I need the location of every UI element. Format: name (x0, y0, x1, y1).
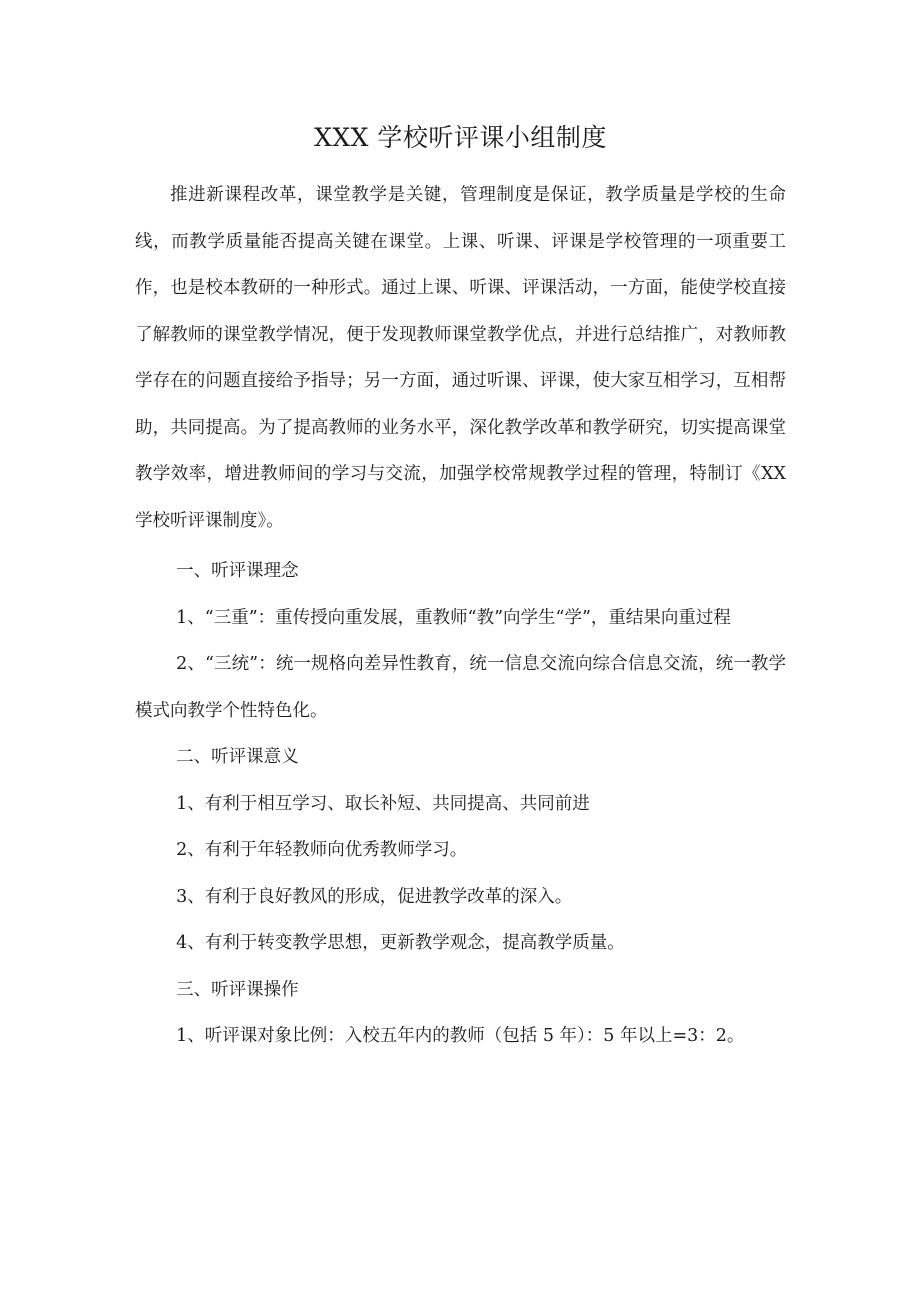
section-3-item-1: 1、听评课对象比例：入校五年内的教师（包括 5 年）：5 年以上=3：2。 (176, 1026, 745, 1046)
section-2-item-3: 3、有利于良好教风的形成，促进教学改革的深入。 (176, 886, 573, 907)
section-2-item-2: 2、有利于年轻教师向优秀教师学习。 (176, 840, 468, 860)
section-2-item-1: 1、有利于相互学习、取长补短、共同提高、共同前进 (176, 793, 590, 814)
section-3-heading: 三、听评课操作 (176, 979, 299, 1000)
section-1-heading: 一、听评课理念 (176, 561, 299, 581)
section-2-item-4: 4、有利于转变教学思想，更新教学观念，提高教学质量。 (176, 933, 625, 953)
section-1-item-2: 2、“三统”：统一规格向差异性教育，统一信息交流向综合信息交流，统一教学模式向教学个性特色化。 (135, 654, 786, 721)
section-1-item-1: 1、“三重”：重传授向重发展，重教师“教”向学生“学”，重结果向重过程 (176, 607, 731, 628)
intro-paragraph: 推进新课程改革，课堂教学是关键，管理制度是保证，教学质量是学校的生命线，而教学质量能否提高关键在课堂。上课、听课、评课是学校管理的一项重要工作，也是校本教研的一种形式。通过上课、听课、评课活动，一方面，能使学校直接了解教师的课堂教学情况，便于发现教师课堂教学优点，并进行总结推广，对教师教学存在的问题直接给予指导；另一方面，通过听课、评课，使大家互相学习，互相帮助，共同提高。为了提高教师的业务水平，深化教学改革和教学研究，切实提高课堂教学效率，增进教师间的学习与交流，加强学校常规教学过程的管理，特制订《XX 学校听评课制度》。 (135, 185, 786, 531)
document-title: XXX 学校听评课小组制度 (314, 123, 607, 152)
section-2-heading: 二、听评课意义 (176, 747, 299, 767)
